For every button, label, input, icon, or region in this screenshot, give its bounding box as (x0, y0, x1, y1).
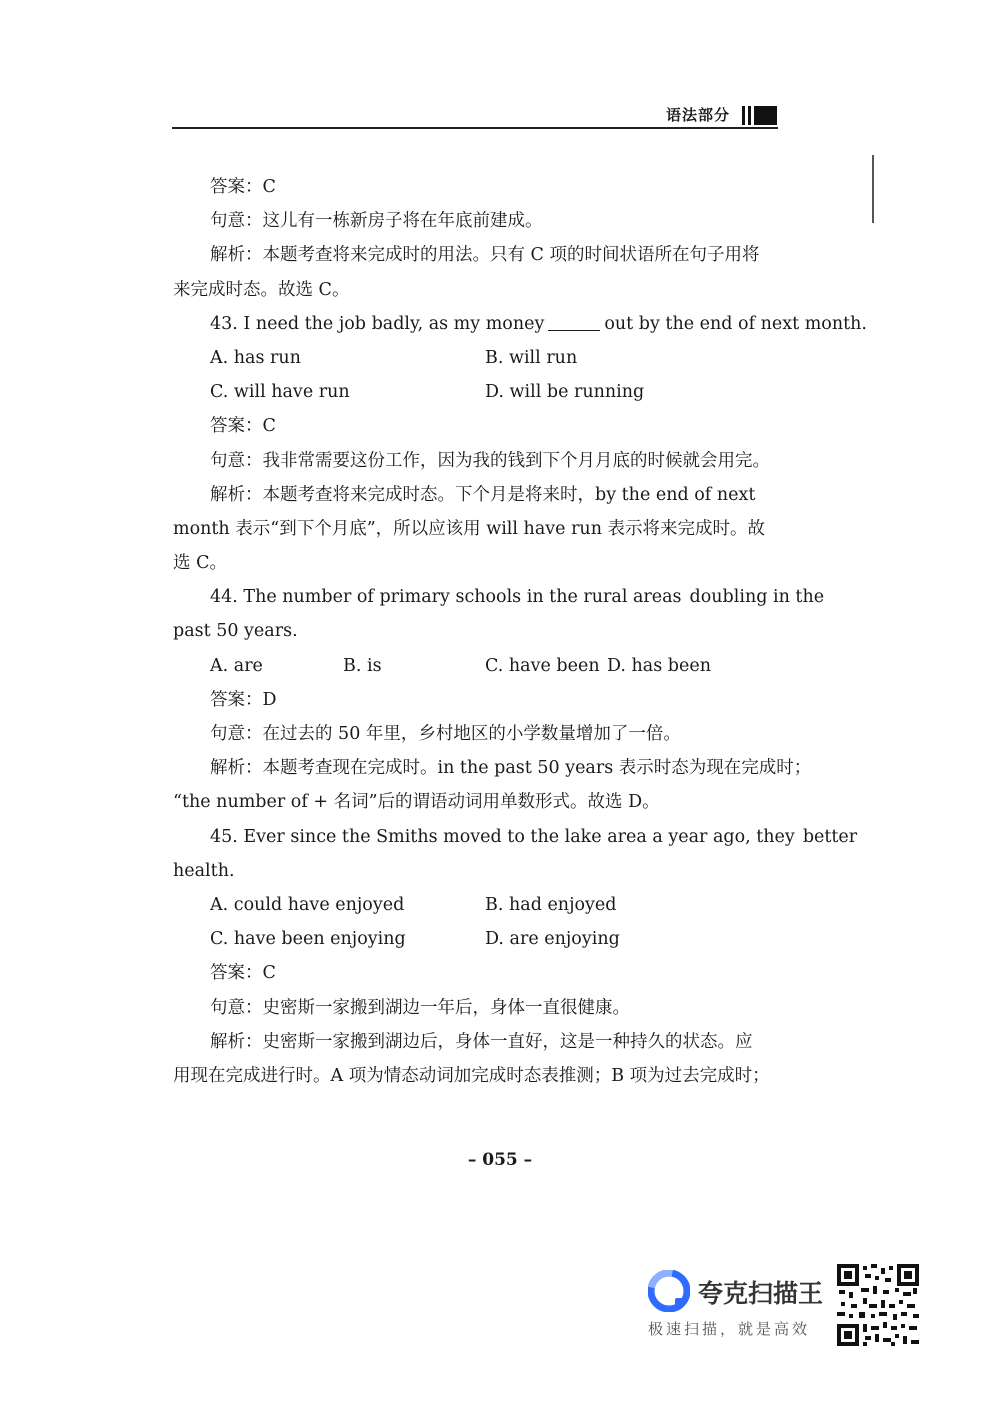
question-45-stem-line-2: health. (173, 860, 235, 881)
analysis-45-line-1: 解析：史密斯一家搬到湖边后，身体一直好，这是一种持久的状态。应 (210, 1031, 753, 1052)
analysis-44-line-1: 解析：本题考查现在完成时。in the past 50 years 表示时态为现在完成时； (210, 758, 812, 779)
question-45-stem-before: 45. Ever since the Smiths moved to the lake area a year ago, they (210, 826, 795, 847)
meaning-42: 句意：这儿有一栋新房子将在年底前建成。 (210, 211, 543, 232)
question-44-stem-after: doubling in the (689, 587, 825, 608)
analysis-42-line-2: 来完成时态。故选 C。 (173, 279, 350, 300)
question-43-option-d: D. will be running (485, 382, 645, 403)
meaning-44: 句意：在过去的 50 年里，乡村地区的小学数量增加了一倍。 (210, 724, 681, 744)
section-label: 语法部分 (666, 106, 731, 124)
question-44-option-b: B. is (343, 655, 382, 676)
question-44-stem-line-2: past 50 years. (173, 621, 298, 642)
header-bar-thick (754, 106, 777, 125)
analysis-43-line-1: 解析：本题考查将来完成时态。下个月是将来时，by the end of next (210, 484, 756, 505)
question-45-options-row-1 (173, 888, 779, 922)
analysis-43-line-2: month 表示“到下个月底”，所以应该用 will have run 表示将来完成时。故 (173, 518, 766, 539)
analysis-43-line-3: 选 C。 (173, 553, 227, 574)
watermark-slogan: 极速扫描，就是高效 (648, 1320, 811, 1338)
question-43-option-a: A. has run (210, 347, 301, 368)
answer-43: 答案：C (210, 416, 276, 437)
answer-44: 答案：D (210, 689, 277, 710)
scan-edge-mark (872, 155, 874, 223)
answer-45: 答案：C (210, 963, 276, 984)
meaning-43: 句意：我非常需要这份工作，因为我的钱到下个月月底的时候就会用完。 (210, 450, 770, 471)
question-43-stem-after: out by the end of next month. (604, 313, 867, 334)
meaning-45: 句意：史密斯一家搬到湖边一年后，身体一直很健康。 (210, 997, 630, 1018)
page-number: – 055 – (467, 1150, 533, 1170)
question-43-options-row-2 (173, 375, 779, 409)
question-44-option-d: D. has been (607, 655, 711, 676)
question-45-option-a: A. could have enjoyed (210, 894, 405, 915)
question-43-stem-before: 43. I need the job badly, as my money (210, 313, 545, 334)
answer-42: 答案：C (210, 177, 276, 197)
page-content (173, 170, 867, 1093)
question-44-stem (173, 580, 825, 614)
question-43-blank (548, 312, 600, 331)
question-44-option-c: C. have been (485, 655, 600, 676)
question-45-option-c: C. have been enjoying (210, 929, 406, 950)
question-43-option-c: C. will have run (210, 382, 350, 403)
qr-code-icon (837, 1264, 919, 1346)
quark-logo-icon (648, 1270, 690, 1312)
header-rule (172, 127, 778, 129)
question-45-option-d: D. are enjoying (485, 929, 620, 950)
question-43-stem (173, 307, 867, 341)
analysis-44-line-2: “the number of + 名词”后的谓语动词用单数形式。故选 D。 (173, 792, 660, 813)
question-44-options-row (173, 649, 779, 683)
question-45-stem (173, 820, 858, 854)
analysis-42-line-1: 解析：本题考查将来完成时的用法。只有 C 项的时间状语所在句子用将 (210, 245, 760, 266)
header-bar-thin-2 (748, 106, 751, 125)
watermark-title: 夸克扫描王 (698, 1279, 824, 1308)
question-44-option-a: A. are (210, 655, 263, 676)
question-43-options-row-1 (173, 341, 779, 375)
question-43-option-b: B. will run (485, 347, 578, 368)
question-45-option-b: B. had enjoyed (485, 894, 617, 915)
question-44-stem-before: 44. The number of primary schools in the rural areas (210, 587, 682, 608)
question-45-options-row-2 (173, 922, 779, 956)
header-bar-thin-1 (742, 106, 745, 125)
analysis-45-line-2: 用现在完成进行时。A 项为情态动词加完成时态表推测；B 项为过去完成时； (173, 1065, 770, 1086)
question-45-stem-after: better (802, 826, 858, 847)
